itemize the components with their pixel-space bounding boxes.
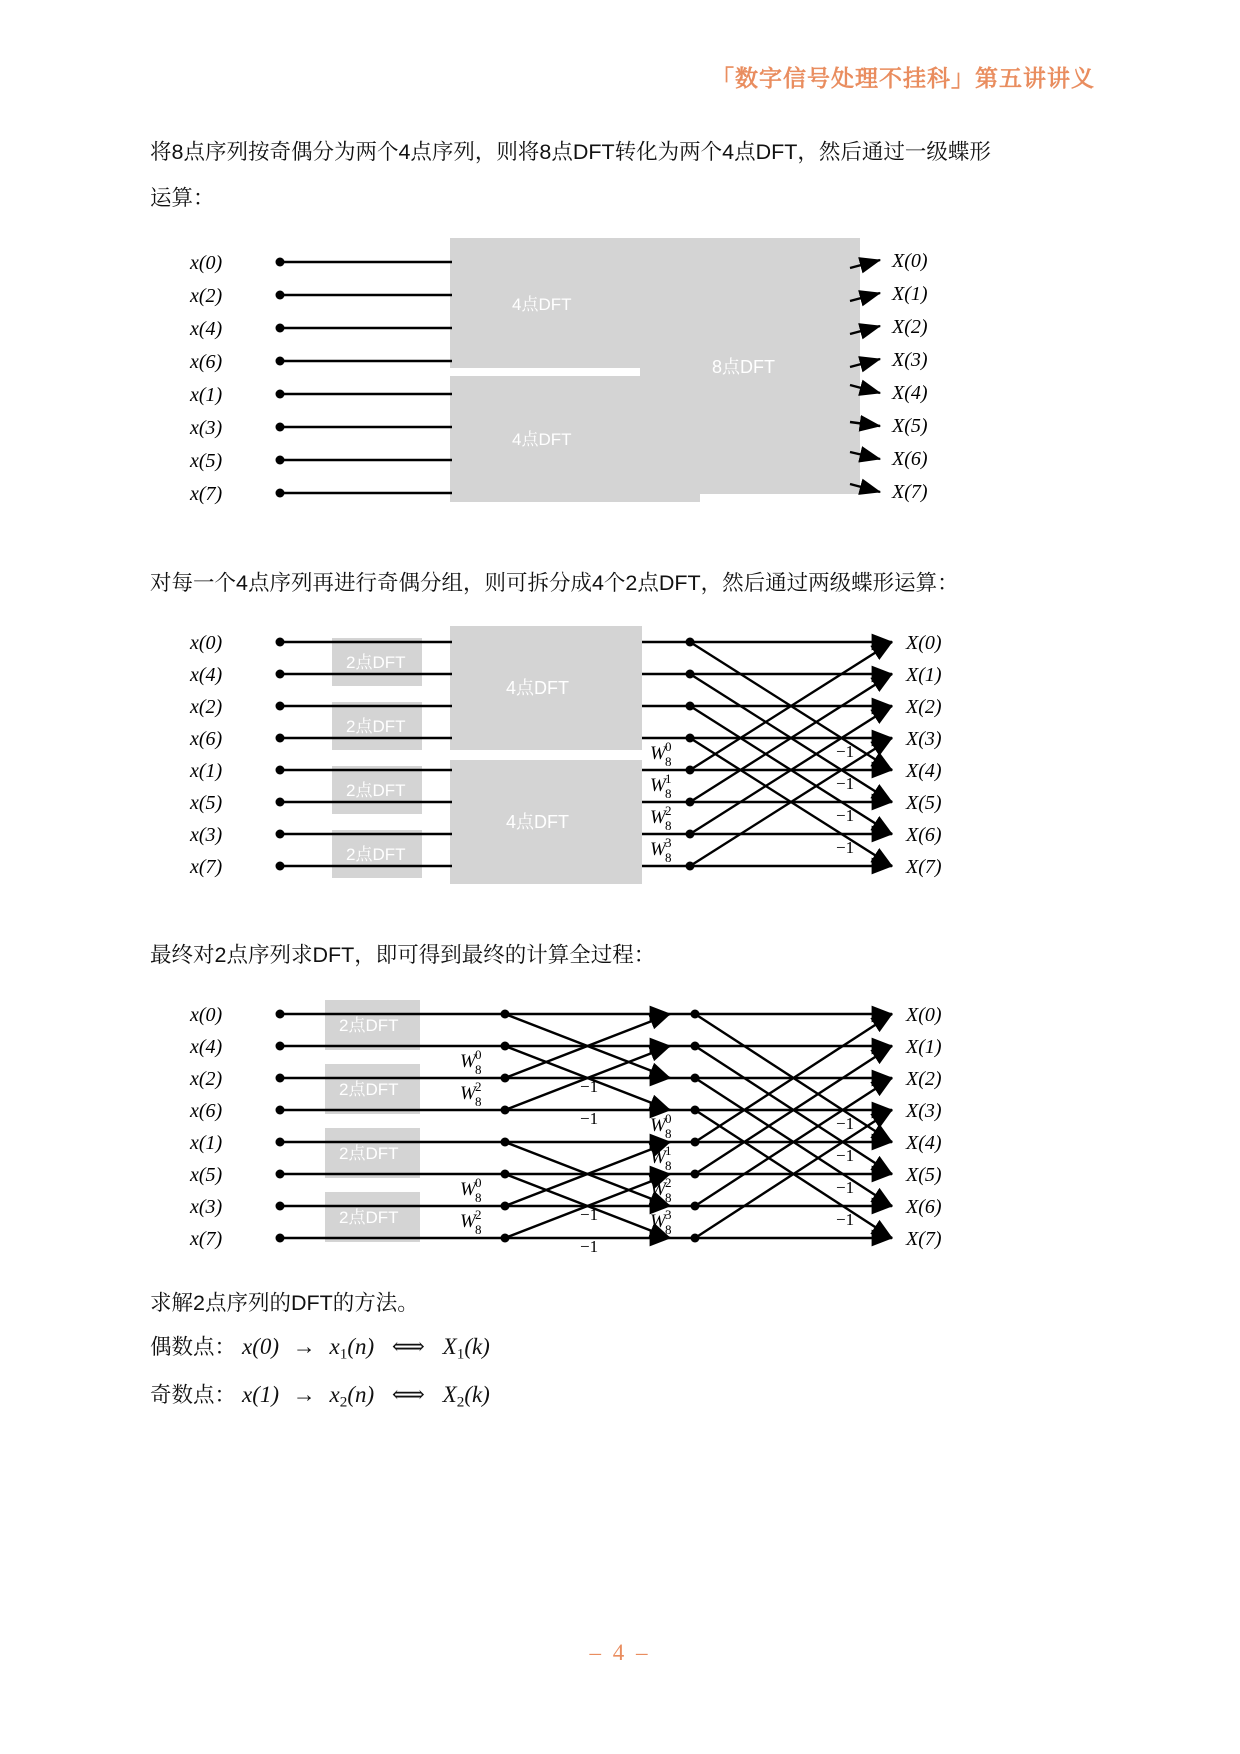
minus-one-label: −1: [836, 838, 855, 857]
twiddle-factor: [650, 1111, 672, 1141]
twiddle-factor: [460, 1175, 482, 1205]
input-label: x(3): [190, 417, 223, 439]
page-header-title: 「数字信号处理不挂科」第五讲讲义: [711, 66, 1095, 91]
block-4point-dft-top-label: 4点DFT: [512, 295, 572, 314]
input-label: x(2): [190, 1068, 223, 1090]
eq-even-mid-sub: 1: [339, 1345, 348, 1363]
block-2point-dft-label: 2点DFT: [346, 845, 406, 864]
minus-one-label: −1: [580, 1205, 599, 1224]
output-label: X(3): [906, 1100, 942, 1122]
twiddle-factor: [650, 835, 672, 865]
input-label: x(3): [190, 824, 223, 846]
twiddle-sub: 8: [475, 1190, 482, 1205]
twiddle-sup: 0: [475, 1047, 482, 1062]
block-4point-dft-bottom-label: 4点DFT: [512, 430, 572, 449]
output-label: X(7): [906, 1228, 942, 1250]
paragraph-2: 对每一个4点序列再进行奇偶分组，则可拆分成4个2点DFT，然后通过两级蝶形运算：: [150, 571, 959, 595]
eq-even-arrow: →: [292, 1334, 316, 1359]
diagram-1-8point-to-two-4point: [150, 230, 1090, 510]
twiddle-sub: 8: [665, 786, 672, 801]
output-label: X(1): [906, 664, 942, 686]
paragraph-1-line-1: 将8点序列按奇偶分为两个4点序列，则将8点DFT转化为两个4点DFT，然后通过一级蝶形: [150, 140, 991, 164]
eq-even-mid: x: [329, 1334, 340, 1359]
input-label: x(4): [190, 664, 223, 686]
equation-odd-expression: [242, 1382, 490, 1411]
twiddle-base: W: [650, 1211, 666, 1232]
output-label: X(7): [892, 481, 928, 503]
output-label: X(3): [892, 349, 928, 371]
output-label: X(5): [892, 415, 928, 437]
paragraph-3: 最终对2点序列求DFT，即可得到最终的计算全过程：: [150, 943, 656, 967]
diagram-2-two-stage-butterfly: [150, 620, 1090, 890]
minus-one-label: −1: [836, 742, 855, 761]
output-label: X(2): [892, 316, 928, 338]
eq-odd-rhs-sub: 2: [456, 1393, 465, 1411]
minus-one-label: −1: [836, 806, 855, 825]
minus-one-label: −1: [836, 1210, 855, 1229]
equation-odd-label: 奇数点：: [150, 1383, 237, 1407]
output-label: X(6): [906, 824, 942, 846]
equation-even-expression: [242, 1334, 490, 1363]
eq-odd-rhs: X: [442, 1382, 457, 1407]
twiddle-sub: 8: [665, 1190, 672, 1205]
twiddle-base: W: [460, 1051, 476, 1072]
input-label: x(7): [190, 856, 223, 878]
twiddle-sup: 0: [665, 1111, 672, 1126]
block-2point-dft-label: 2点DFT: [339, 1144, 399, 1163]
twiddle-base: W: [460, 1179, 476, 1200]
input-label: x(3): [190, 1196, 223, 1218]
paragraph-4: 求解2点序列的DFT的方法。: [150, 1291, 419, 1315]
output-label: X(0): [906, 1004, 942, 1026]
input-label: x(0): [190, 1004, 223, 1026]
twiddle-factor: [650, 1143, 672, 1173]
twiddle-sub: 8: [665, 1158, 672, 1173]
twiddle-factor: [460, 1079, 482, 1109]
input-label: x(5): [190, 450, 223, 472]
minus-one-label: −1: [836, 1178, 855, 1197]
twiddle-sup: 0: [665, 739, 672, 754]
twiddle-base: W: [650, 807, 666, 828]
eq-odd-mid-sub: 2: [339, 1393, 348, 1411]
input-label: x(0): [190, 632, 223, 654]
twiddle-sup: 0: [475, 1175, 482, 1190]
twiddle-base: W: [460, 1083, 476, 1104]
minus-one-label: −1: [580, 1077, 599, 1096]
eq-even-rhs: X: [442, 1334, 457, 1359]
input-label: x(6): [190, 351, 223, 373]
twiddle-factor: [460, 1207, 482, 1237]
input-label: x(4): [190, 1036, 223, 1058]
eq-odd-lhs: x(1): [242, 1382, 280, 1407]
twiddle-sup: 2: [475, 1079, 482, 1094]
block-4point-dft-top-label: 4点DFT: [506, 678, 569, 698]
input-label: x(0): [190, 252, 223, 274]
output-label: X(0): [892, 250, 928, 272]
output-label: X(1): [892, 283, 928, 305]
twiddle-base: W: [650, 1147, 666, 1168]
output-label: X(4): [906, 1132, 942, 1154]
eq-odd-equiv: ⟺: [391, 1382, 425, 1407]
input-label: x(5): [190, 1164, 223, 1186]
output-label: X(1): [906, 1036, 942, 1058]
block-2point-dft-label: 2点DFT: [339, 1016, 399, 1035]
page-number-footer: – 4 –: [589, 1640, 651, 1665]
input-label: x(7): [190, 483, 223, 505]
paragraph-1-line-2: 运算：: [150, 186, 215, 210]
output-label: X(7): [906, 856, 942, 878]
twiddle-sub: 8: [475, 1222, 482, 1237]
diagram-2-butterfly-stage: [642, 638, 892, 871]
output-label: X(0): [906, 632, 942, 654]
diagram-1-input-lines: [189, 252, 452, 505]
input-label: x(1): [190, 760, 223, 782]
output-label: X(2): [906, 696, 942, 718]
input-label: x(6): [190, 1100, 223, 1122]
twiddle-sub: 8: [475, 1062, 482, 1077]
input-label: x(4): [190, 318, 223, 340]
twiddle-base: W: [460, 1211, 476, 1232]
eq-odd-rhs-arg: (k): [464, 1382, 490, 1407]
diagram-1-output-labels: [891, 250, 928, 503]
diagram-3-output-labels: [905, 1004, 942, 1250]
input-label: x(2): [190, 696, 223, 718]
output-label: X(5): [906, 792, 942, 814]
twiddle-sub: 8: [665, 850, 672, 865]
block-8point-dft-label: 8点DFT: [712, 357, 775, 377]
block-4point-dft-bottom-label: 4点DFT: [506, 812, 569, 832]
twiddle-factor: [460, 1047, 482, 1077]
twiddle-factor: [650, 771, 672, 801]
twiddle-sup: 3: [665, 835, 672, 850]
output-label: X(6): [892, 448, 928, 470]
eq-even-lhs: x(0): [242, 1334, 280, 1359]
output-label: X(2): [906, 1068, 942, 1090]
twiddle-sub: 8: [475, 1094, 482, 1109]
block-2point-dft-label: 2点DFT: [346, 717, 406, 736]
twiddle-base: W: [650, 775, 666, 796]
twiddle-sub: 8: [665, 754, 672, 769]
twiddle-sup: 1: [665, 771, 672, 786]
equation-odd-points: [150, 1378, 490, 1412]
block-2point-dft-label: 2点DFT: [339, 1080, 399, 1099]
diagram-3-stage-2: [420, 1010, 670, 1243]
output-label: X(5): [906, 1164, 942, 1186]
eq-even-equiv: ⟺: [391, 1334, 425, 1359]
twiddle-sup: 2: [665, 803, 672, 818]
twiddle-base: W: [650, 839, 666, 860]
eq-odd-mid-arg: (n): [347, 1382, 375, 1407]
block-2point-dft-label: 2点DFT: [346, 781, 406, 800]
eq-even-rhs-sub: 1: [456, 1345, 465, 1363]
equation-even-points: [150, 1330, 490, 1364]
input-label: x(5): [190, 792, 223, 814]
diagram-2-output-labels: [905, 632, 942, 878]
diagram-3-stage-3: [670, 1010, 892, 1243]
twiddle-base: W: [650, 1179, 666, 1200]
twiddle-sup: 3: [665, 1207, 672, 1222]
eq-odd-arrow: →: [292, 1382, 316, 1407]
output-label: X(3): [906, 728, 942, 750]
twiddle-sub: 8: [665, 1126, 672, 1141]
diagram-3-stage2-minus-ones: [580, 1077, 598, 1256]
input-label: x(7): [190, 1228, 223, 1250]
eq-odd-mid: x: [329, 1382, 340, 1407]
twiddle-factor: [650, 803, 672, 833]
equation-even-label: 偶数点：: [150, 1335, 237, 1359]
minus-one-label: −1: [580, 1109, 599, 1128]
input-label: x(1): [190, 1132, 223, 1154]
minus-one-label: −1: [836, 774, 855, 793]
minus-one-label: −1: [836, 1146, 855, 1165]
twiddle-base: W: [650, 1115, 666, 1136]
input-label: x(2): [190, 285, 223, 307]
input-label: x(1): [190, 384, 223, 406]
twiddle-factor: [650, 739, 672, 769]
output-label: X(6): [906, 1196, 942, 1218]
output-label: X(4): [892, 382, 928, 404]
input-label: x(6): [190, 728, 223, 750]
twiddle-sup: 1: [665, 1143, 672, 1158]
eq-even-mid-arg: (n): [347, 1334, 375, 1359]
minus-one-label: −1: [580, 1237, 599, 1256]
twiddle-sup: 2: [665, 1175, 672, 1190]
minus-one-label: −1: [836, 1114, 855, 1133]
eq-even-rhs-arg: (k): [464, 1334, 490, 1359]
block-2point-dft-label: 2点DFT: [339, 1208, 399, 1227]
twiddle-sub: 8: [665, 818, 672, 833]
diagram-3-full-fft-flow: [150, 992, 1090, 1262]
twiddle-sub: 8: [665, 1222, 672, 1237]
twiddle-sup: 2: [475, 1207, 482, 1222]
block-2point-dft-label: 2点DFT: [346, 653, 406, 672]
output-label: X(4): [906, 760, 942, 782]
twiddle-base: W: [650, 743, 666, 764]
